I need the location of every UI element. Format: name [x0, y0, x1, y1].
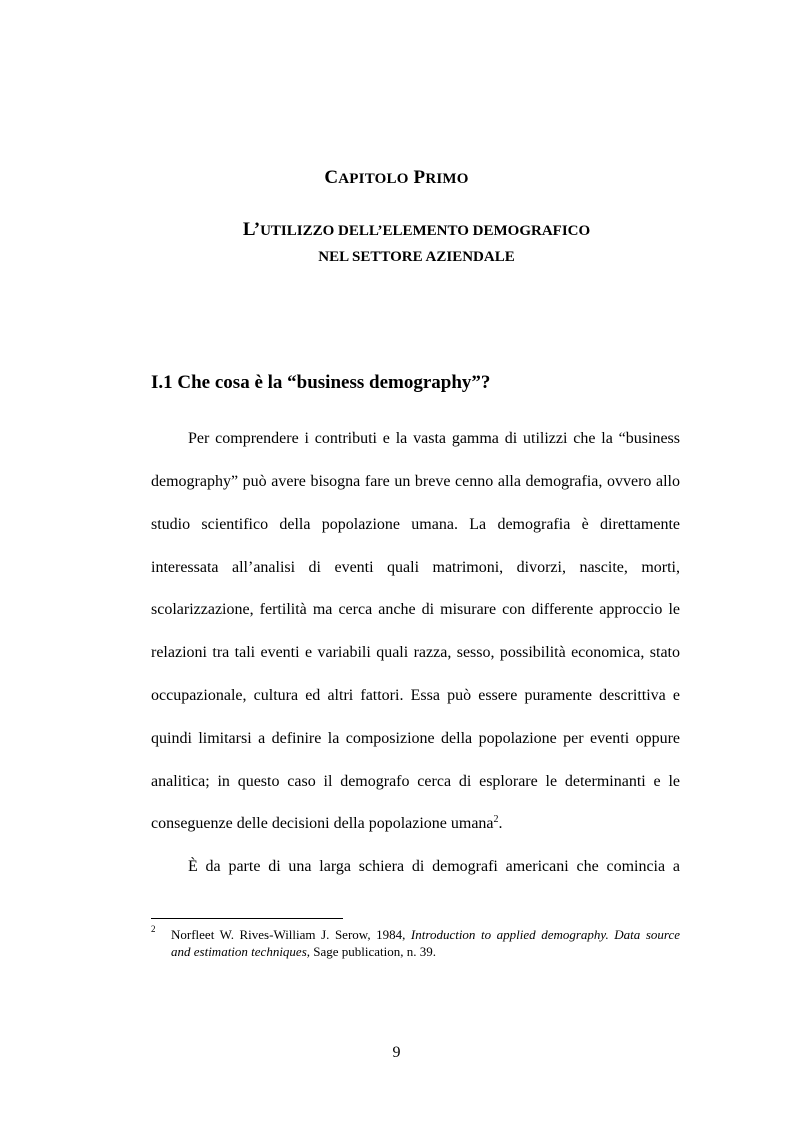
paragraph-line: demography” può avere bisogna fare un breve cenno alla demografia, ovvero allo — [151, 473, 680, 490]
chapter-number-rest: RIMO — [425, 171, 469, 187]
paragraph-line: studio scientifico della popolazione umana. La demografia è direttamente — [151, 516, 680, 533]
chapter-label-initial: C — [324, 167, 339, 188]
chapter-label — [0, 167, 793, 189]
chapter-title-line-2: NEL SETTORE AZIENDALE — [318, 249, 515, 265]
chapter-title-rest: UTILIZZO DELL’ELEMENTO DEMOGRAFICO — [260, 223, 591, 239]
chapter-title-initial: L’ — [242, 219, 261, 240]
paragraph-line: interessata all’analisi di eventi quali matrimoni, divorzi, nascite, morti, — [151, 559, 680, 576]
paragraph-line: Per comprendere i contributi e la vasta gamma di utilizzi che la “business — [188, 430, 680, 447]
footnote-line-1 — [171, 927, 680, 943]
paragraph-line: È da parte di una larga schiera di demografi americani che comincia a — [188, 858, 680, 875]
paragraph-line-last — [151, 815, 680, 833]
sentence-period: . — [498, 815, 503, 832]
footnote-reference[interactable]: 2 — [493, 814, 499, 825]
footnote-publisher: Sage publication, n. 39. — [310, 944, 437, 959]
footnote-title: Introduction to applied demography. Data source — [410, 927, 680, 942]
chapter-title-line-1 — [0, 219, 793, 241]
paragraph-line: occupazionale, cultura ed altri fattori. Essa può essere puramente descrittiva e — [151, 687, 680, 704]
paragraph-line: quindi limitarsi a definire la composizione della popolazione per eventi oppure — [151, 730, 680, 747]
footnote-authors: Norfleet W. Rives-William J. Serow, 1984, — [171, 927, 411, 942]
footnote-title-continued: and estimation techniques, — [171, 944, 311, 959]
page-number: 9 — [392, 1044, 401, 1061]
chapter-label-rest: APITOLO — [338, 171, 409, 187]
paragraph-line-text: conseguenze delle decisioni della popolazione umana — [151, 815, 494, 832]
paragraph-line: scolarizzazione, fertilità ma cerca anche di misurare con differente approccio le — [151, 601, 680, 618]
paragraph-line: analitica; in questo caso il demografo cerca di esplorare le determinanti e le — [151, 773, 680, 790]
paragraph-line: relazioni tra tali eventi e variabili quali razza, sesso, possibilità economica, stato — [151, 644, 680, 661]
chapter-number-initial: P — [413, 167, 426, 188]
footnote-number: 2 — [151, 924, 156, 934]
footnote-separator — [151, 918, 343, 919]
footnote-line-2 — [171, 944, 680, 960]
section-heading: I.1 Che cosa è la “business demography”? — [151, 372, 491, 393]
